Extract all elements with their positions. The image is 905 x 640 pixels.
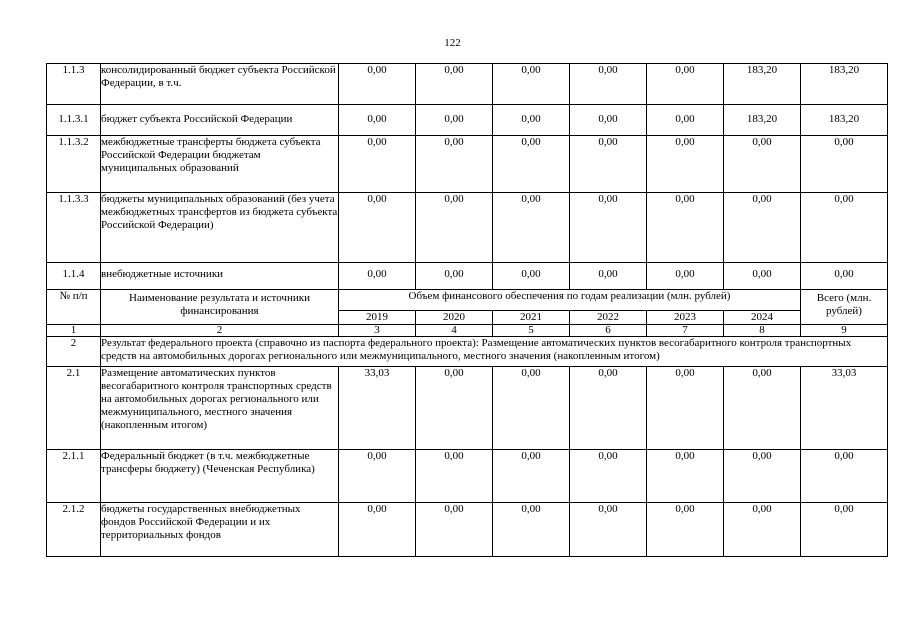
row-code: 2.1.1: [47, 450, 101, 503]
value-2020: 0,00: [416, 136, 493, 193]
value-2022: 0,00: [570, 503, 647, 557]
section-code: 2: [47, 337, 101, 367]
row-name: бюджеты государственных внебюджетных фондов Российской Федерации и их территориальных фондов: [101, 503, 339, 557]
value-total: 33,03: [801, 367, 888, 450]
value-2019: 0,00: [339, 105, 416, 136]
header-year: 2019: [339, 311, 416, 325]
value-2021: 0,00: [493, 503, 570, 557]
column-index: 1: [47, 325, 101, 337]
value-2023: 0,00: [647, 503, 724, 557]
value-2022: 0,00: [570, 367, 647, 450]
value-2021: 0,00: [493, 450, 570, 503]
value-2021: 0,00: [493, 136, 570, 193]
value-2024: 0,00: [724, 263, 801, 290]
value-2020: 0,00: [416, 367, 493, 450]
value-2020: 0,00: [416, 503, 493, 557]
section-row: [47, 337, 888, 367]
value-2021: 0,00: [493, 193, 570, 263]
header-year: 2020: [416, 311, 493, 325]
header-year: 2024: [724, 311, 801, 325]
value-2023: 0,00: [647, 193, 724, 263]
column-index: 8: [724, 325, 801, 337]
value-2019: 33,03: [339, 367, 416, 450]
table-row: [47, 136, 888, 193]
table-row: [47, 367, 888, 450]
value-2019: 0,00: [339, 64, 416, 105]
header-year: 2022: [570, 311, 647, 325]
table-row: [47, 503, 888, 557]
header-number: № п/п: [47, 290, 101, 325]
table-row: [47, 263, 888, 290]
value-2024: 0,00: [724, 136, 801, 193]
value-2020: 0,00: [416, 263, 493, 290]
value-2020: 0,00: [416, 64, 493, 105]
value-total: 183,20: [801, 105, 888, 136]
row-name: консолидированный бюджет субъекта Российской Федерации, в т.ч.: [101, 64, 339, 105]
value-2022: 0,00: [570, 450, 647, 503]
table-index-row: [47, 325, 888, 337]
row-code: 1.1.3.1: [47, 105, 101, 136]
row-name: Федеральный бюджет (в т.ч. межбюджетные трансферы бюджету) (Чеченская Республика): [101, 450, 339, 503]
row-code: 1.1.3.2: [47, 136, 101, 193]
row-code: 1.1.3.3: [47, 193, 101, 263]
value-2022: 0,00: [570, 105, 647, 136]
value-2023: 0,00: [647, 136, 724, 193]
row-code: 2.1.2: [47, 503, 101, 557]
value-2023: 0,00: [647, 64, 724, 105]
value-2022: 0,00: [570, 64, 647, 105]
value-2022: 0,00: [570, 136, 647, 193]
value-total: 0,00: [801, 503, 888, 557]
table-row: [47, 64, 888, 105]
value-2024: 183,20: [724, 105, 801, 136]
value-2020: 0,00: [416, 450, 493, 503]
value-2023: 0,00: [647, 105, 724, 136]
column-index: 6: [570, 325, 647, 337]
value-total: 0,00: [801, 263, 888, 290]
value-total: 183,20: [801, 64, 888, 105]
table-row: [47, 450, 888, 503]
value-2019: 0,00: [339, 193, 416, 263]
header-volume: Объем финансового обеспечения по годам реализации (млн. рублей): [339, 290, 801, 311]
header-year: 2023: [647, 311, 724, 325]
section-title: [101, 337, 888, 367]
value-2021: 0,00: [493, 263, 570, 290]
value-total: 0,00: [801, 450, 888, 503]
row-code: 1.1.4: [47, 263, 101, 290]
row-name: внебюджетные источники: [101, 263, 339, 290]
value-2021: 0,00: [493, 367, 570, 450]
column-index: 5: [493, 325, 570, 337]
value-2019: 0,00: [339, 136, 416, 193]
header-name: Наименование результата и источники финансирования: [101, 290, 339, 325]
value-2023: 0,00: [647, 450, 724, 503]
value-2023: 0,00: [647, 263, 724, 290]
table-header-row: [47, 290, 888, 311]
row-name: бюджет субъекта Российской Федерации: [101, 105, 339, 136]
value-2021: 0,00: [493, 105, 570, 136]
value-2024: 0,00: [724, 193, 801, 263]
row-name: Размещение автоматических пунктов весогабаритного контроля транспортных средств на автомобильных дорогах регионального или межмуниципального, местного значения (накопленным итогом): [101, 367, 339, 450]
column-index: 7: [647, 325, 724, 337]
value-2024: 183,20: [724, 64, 801, 105]
value-2019: 0,00: [339, 503, 416, 557]
value-2022: 0,00: [570, 263, 647, 290]
value-total: 0,00: [801, 193, 888, 263]
value-2021: 0,00: [493, 64, 570, 105]
header-total: Всего (млн. рублей): [801, 290, 888, 325]
column-index: 4: [416, 325, 493, 337]
value-2020: 0,00: [416, 193, 493, 263]
table-row: [47, 105, 888, 136]
row-code: 2.1: [47, 367, 101, 450]
row-name: межбюджетные трансферты бюджета субъекта Российской Федерации бюджетам муниципальных образований: [101, 136, 339, 193]
value-total: 0,00: [801, 136, 888, 193]
row-name: бюджеты муниципальных образований (без учета межбюджетных трансфертов из бюджета субъекта Российской Федерации): [101, 193, 339, 263]
table-row: [47, 193, 888, 263]
column-index: 9: [801, 325, 888, 337]
column-index: 3: [339, 325, 416, 337]
value-2023: 0,00: [647, 367, 724, 450]
value-2020: 0,00: [416, 105, 493, 136]
section-title-text: Результат федерального проекта (справочно из паспорта федерального проекта): Размещение автоматических пунктов весогабаритного контроля транспортных средств на автомобильных дорогах регионального или межмуниципального, местного значения (накопленным итогом): [101, 337, 852, 362]
value-2024: 0,00: [724, 367, 801, 450]
value-2022: 0,00: [570, 193, 647, 263]
value-2019: 0,00: [339, 263, 416, 290]
row-code: 1.1.3: [47, 64, 101, 105]
column-index: 2: [101, 325, 339, 337]
page-number: 122: [444, 37, 461, 49]
value-2024: 0,00: [724, 503, 801, 557]
value-2024: 0,00: [724, 450, 801, 503]
header-year: 2021: [493, 311, 570, 325]
value-2019: 0,00: [339, 450, 416, 503]
financing-table: [46, 63, 888, 557]
